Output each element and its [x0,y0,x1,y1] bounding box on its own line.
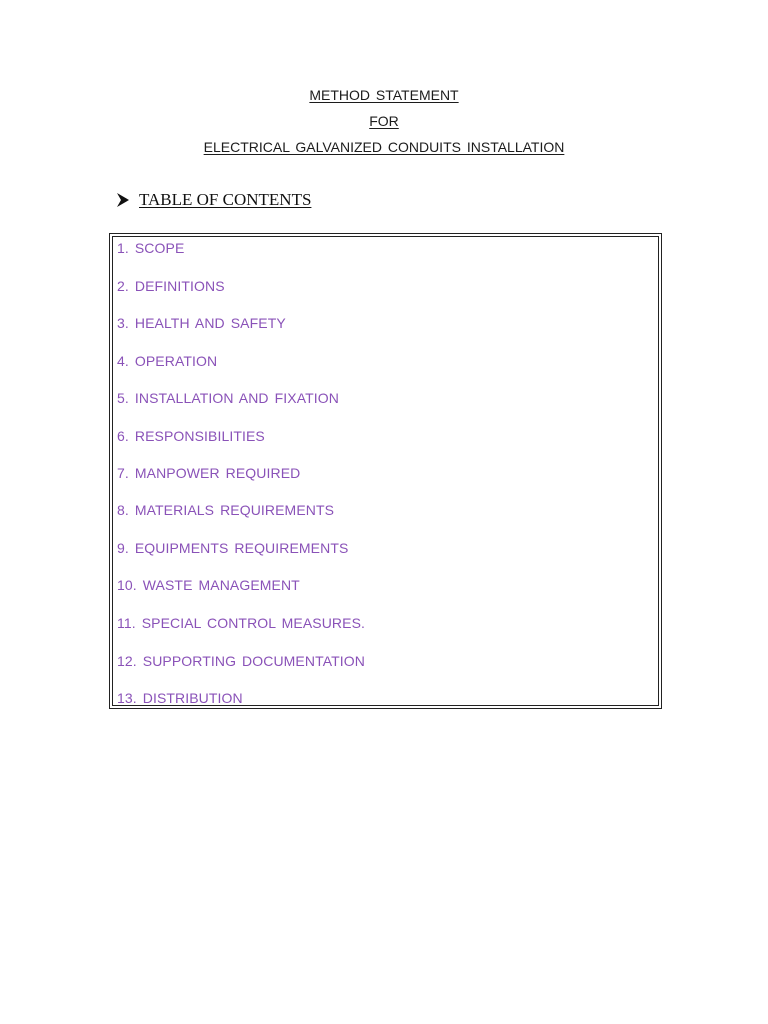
toc-item-scope[interactable]: 1. SCOPE [117,240,185,256]
arrow-bullet-icon [116,192,130,208]
toc-item-responsibilities[interactable]: 6. RESPONSIBILITIES [117,428,265,444]
toc-table [109,233,662,709]
toc-item-manpower-required[interactable]: 7. MANPOWER REQUIRED [117,465,301,481]
toc-heading-label: TABLE OF CONTENTS [139,190,312,209]
toc-item-operation[interactable]: 4. OPERATION [117,353,218,369]
title-subject: ELECTRICAL GALVANIZED CONDUITS INSTALLATION [203,139,565,155]
toc-item-special-control-measures[interactable]: 11. SPECIAL CONTROL MEASURES. [117,615,366,631]
toc-item-definitions[interactable]: 2. DEFINITIONS [117,278,225,294]
toc-item-materials-requirements[interactable]: 8. MATERIALS REQUIREMENTS [117,502,335,518]
toc-item-distribution[interactable]: 13. DISTRIBUTION [117,690,243,706]
title-method-statement: METHOD STATEMENT [309,87,459,103]
toc-table-inner [112,236,659,706]
toc-item-supporting-documentation[interactable]: 12. SUPPORTING DOCUMENTATION [117,653,365,669]
toc-item-equipments-requirements[interactable]: 9. EQUIPMENTS REQUIREMENTS [117,540,349,556]
toc-item-installation-and-fixation[interactable]: 5. INSTALLATION AND FIXATION [117,390,339,406]
title-for: FOR [369,113,399,129]
toc-item-health-and-safety[interactable]: 3. HEALTH AND SAFETY [117,315,286,331]
toc-item-waste-management[interactable]: 10. WASTE MANAGEMENT [117,577,300,593]
toc-heading [116,190,311,210]
